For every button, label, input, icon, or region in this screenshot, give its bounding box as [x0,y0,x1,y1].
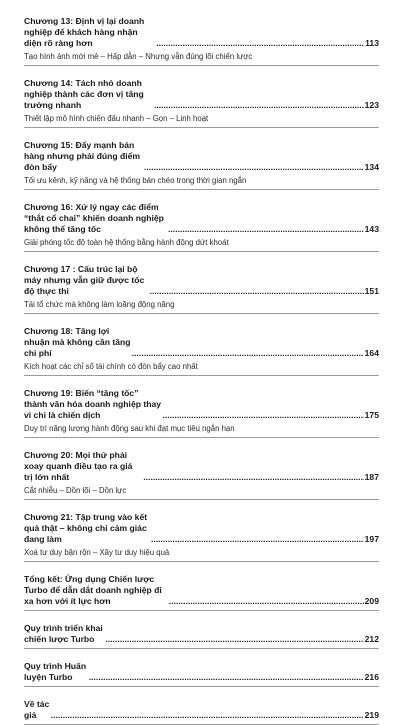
toc-entry-page: 197 [364,534,379,544]
toc-entry-about-author[interactable] [24,687,379,725]
toc-entry-title: Chương 14: Tách nhỏ doanh nghiệp thành các đơn vị tăng trưởng nhanh [24,78,144,110]
toc-entry-title-row [24,190,379,235]
toc-entry-page: 209 [364,596,379,606]
leader-dots [105,634,363,645]
toc-entry-title-row [24,314,379,359]
toc-entry-title: Chương 18: Tăng lợi nhuận mà không cần tăng chi phí [24,326,131,358]
toc-entry-subtitle: Duy trì năng lượng hành động sau khi đạt mục tiêu ngắn hạn [24,424,235,433]
toc-entry-title: Về tác giả [24,699,50,720]
toc-entry-page: 151 [364,286,379,296]
toc-entry-chapter-17[interactable] [24,252,379,314]
toc-entry-summary[interactable] [24,562,379,611]
toc-entry-title-row [24,500,379,545]
toc-entry-chapter-20[interactable] [24,438,379,500]
toc-entry-title-row [24,687,379,721]
leader-dots [168,224,364,235]
toc-entry-page: 113 [365,38,379,48]
toc-entry-turbo-deployment[interactable] [24,611,379,649]
leader-dots [150,286,364,297]
leader-dots [156,38,364,49]
toc-entry-page: 123 [364,100,379,110]
toc-entry-page: 175 [364,410,379,420]
toc-entry-page: 143 [364,224,379,234]
toc-entry-title: Quy trình Huấn luyện Turbo [24,661,87,682]
toc-entry-subtitle: Kích hoạt các chỉ số tài chính có đòn bẩy cao nhất [24,362,198,371]
leader-dots [89,672,364,683]
leader-dots [132,348,364,359]
toc-entry-page: 187 [364,472,379,482]
toc-entry-title-row [24,611,379,645]
leader-dots [151,534,364,545]
toc-entry-title: Chương 17 : Cấu trúc lại bộ máy nhưng vẫn giữ được tốc độ thực thi [24,264,145,296]
toc-entry-title-row [24,66,379,111]
toc-entry-subtitle: Cắt nhiễu – Dồn lõi – Dồn lực [24,486,127,495]
toc-entry-page: 219 [364,710,379,720]
toc-entry-title-row [24,438,379,483]
toc-entry-title-row [24,376,379,421]
toc-entry-subtitle: Tạo hình ảnh mới mẻ – Hấp dẫn – Nhưng vẫn đúng lõi chiến lược [24,52,253,61]
leader-dots [169,596,364,607]
toc-entry-chapter-21[interactable] [24,500,379,562]
toc-entry-title: Chương 16: Xử lý ngay các điểm “thắt cổ chai” khiến doanh nghiệp không thể tăng tốc [24,202,164,234]
toc-entry-page: 134 [364,162,379,172]
toc-entry-subtitle: Thiết lập mô hình chiến đấu nhanh – Gọn – Linh hoạt [24,114,209,123]
toc-entry-title: Chương 15: Đẩy mạnh bán hàng nhưng phải đúng điểm đòn bẩy [24,140,141,172]
toc-entry-title: Quy trình triển khai chiến lược Turbo [24,623,103,644]
toc-entry-subtitle: Giải phóng tốc độ toàn hệ thống bằng hành động dứt khoát [24,238,229,247]
leader-dots [51,710,364,721]
leader-dots [154,100,364,111]
toc-entry-title: Chương 20: Mọi thứ phải xoay quanh điều tạo ra giá trị lớn nhất [24,450,133,482]
toc-entry-chapter-15[interactable] [24,128,379,190]
toc-entry-subtitle: Tái tổ chức mà không làm loãng động năng [24,300,175,309]
toc-entry-title-row [24,649,379,683]
toc-entry-page: 216 [364,672,379,682]
toc-entry-title: Tổng kết: Ứng dụng Chiến lược Turbo để dẫn dắt doanh nghiệp đi xa hơn với ít lực hơn [24,574,162,606]
toc-entry-title-row [24,4,379,49]
toc-entry-subtitle: Xoá tư duy bận rộn – Xây tư duy hiệu quả [24,548,170,557]
toc-entry-title-row [24,252,379,297]
toc-entry-chapter-16[interactable] [24,190,379,252]
leader-dots [162,410,363,421]
toc-entry-turbo-training[interactable] [24,649,379,687]
toc-entry-title: Chương 21: Tập trung vào kết quả thật – không chỉ cảm giác đang làm [24,512,148,544]
leader-dots [143,472,363,483]
toc-entry-title: Chương 13: Định vị lại doanh nghiệp để khách hàng nhận diện rõ ràng hơn [24,16,145,48]
toc-entry-title-row [24,562,379,607]
leader-dots [144,162,364,173]
toc-entry-chapter-14[interactable] [24,66,379,128]
toc-entry-page: 212 [364,634,379,644]
toc-entry-page: 164 [364,348,379,358]
toc-entry-title-row [24,128,379,173]
toc-entry-subtitle: Tối ưu kênh, kỹ năng và hệ thống bán chéo trong thời gian ngắn [24,176,247,185]
toc-entry-chapter-13[interactable] [24,4,379,66]
toc-entry-chapter-19[interactable] [24,376,379,438]
toc-entry-title: Chương 19: Biến “tăng tốc” thành văn hóa doanh nghiệp thay vì chỉ là chiến dịch [24,388,162,420]
toc-entry-chapter-18[interactable] [24,314,379,376]
